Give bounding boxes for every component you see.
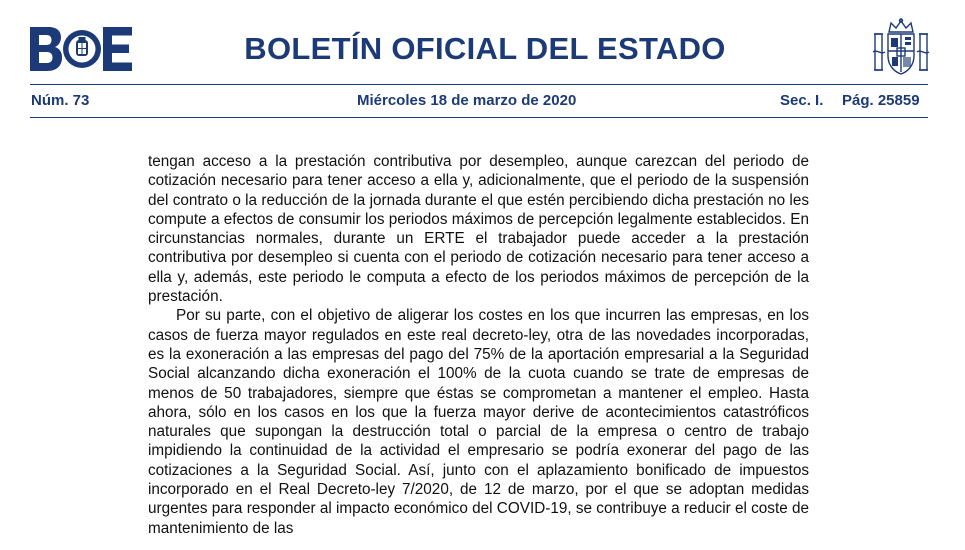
header-rule-bottom (30, 117, 928, 118)
body-paragraph: Por su parte, con el objetivo de aligerar los costes en los que incurren las empresas, en los casos de fuerza mayor regulados en este real decreto-ley, otra de las novedades incorporadas, es la exoneración a las empresas del pago del 75% de la aportación empresarial a la Seguridad Social alcanzando dicha exoneración el 100% de la cuota cuando se trate de empresas de menos de 50 trabajadores, siempre que éstas se comprometan a mantener el empleo. Hasta ahora, sólo en los casos en los que la fuerza mayor derive de acontecimientos catastróficos naturales que supongan la destrucción total o parcial de la empresa o centro de trabajo impidiendo la continuidad de la actividad el empresario se podría exonerar del pago de las cotizaciones a la Seguridad Social. Así, junto con el aplazamiento bonificado de impuestos incorporado en el Real Decreto-ley 7/2020, de 12 de marzo, por el que se adoptan medidas urgentes para responder al impacto económico del COVID-19, se contribuye a reducir el coste de mantenimiento de las (148, 307, 809, 537)
coat-of-arms-icon (872, 18, 930, 76)
document-body (148, 152, 809, 538)
page-title: BOLETÍN OFICIAL DEL ESTADO (244, 31, 726, 66)
document-header (0, 0, 965, 120)
issue-date: Miércoles 18 de marzo de 2020 (357, 92, 577, 109)
boe-logo (30, 27, 132, 71)
page-number: Pág. 25859 (842, 92, 920, 109)
body-paragraph: tengan acceso a la prestación contributiva por desempleo, aunque carezcan del periodo de cotización necesario para tener acceso a ella y, adicionalmente, que el periodo de la suspensión del contrato o la reducción de la jornada durante el que estén percibiendo dicha prestación no les compute a efectos de consumir los periodos máximos de percepción legalmente establecidos. En circunstancias normales, durante un ERTE el trabajador puede acceder a la prestación contributiva por desempleo si cuenta con el periodo de cotización necesario para tener acceso a ella y, además, este periodo le computa a efecto de los periodos máximos de percepción de la prestación. (148, 153, 809, 306)
header-rule-top (30, 84, 928, 85)
issue-number: Núm. 73 (31, 92, 90, 109)
section-label: Sec. I. (780, 92, 824, 109)
